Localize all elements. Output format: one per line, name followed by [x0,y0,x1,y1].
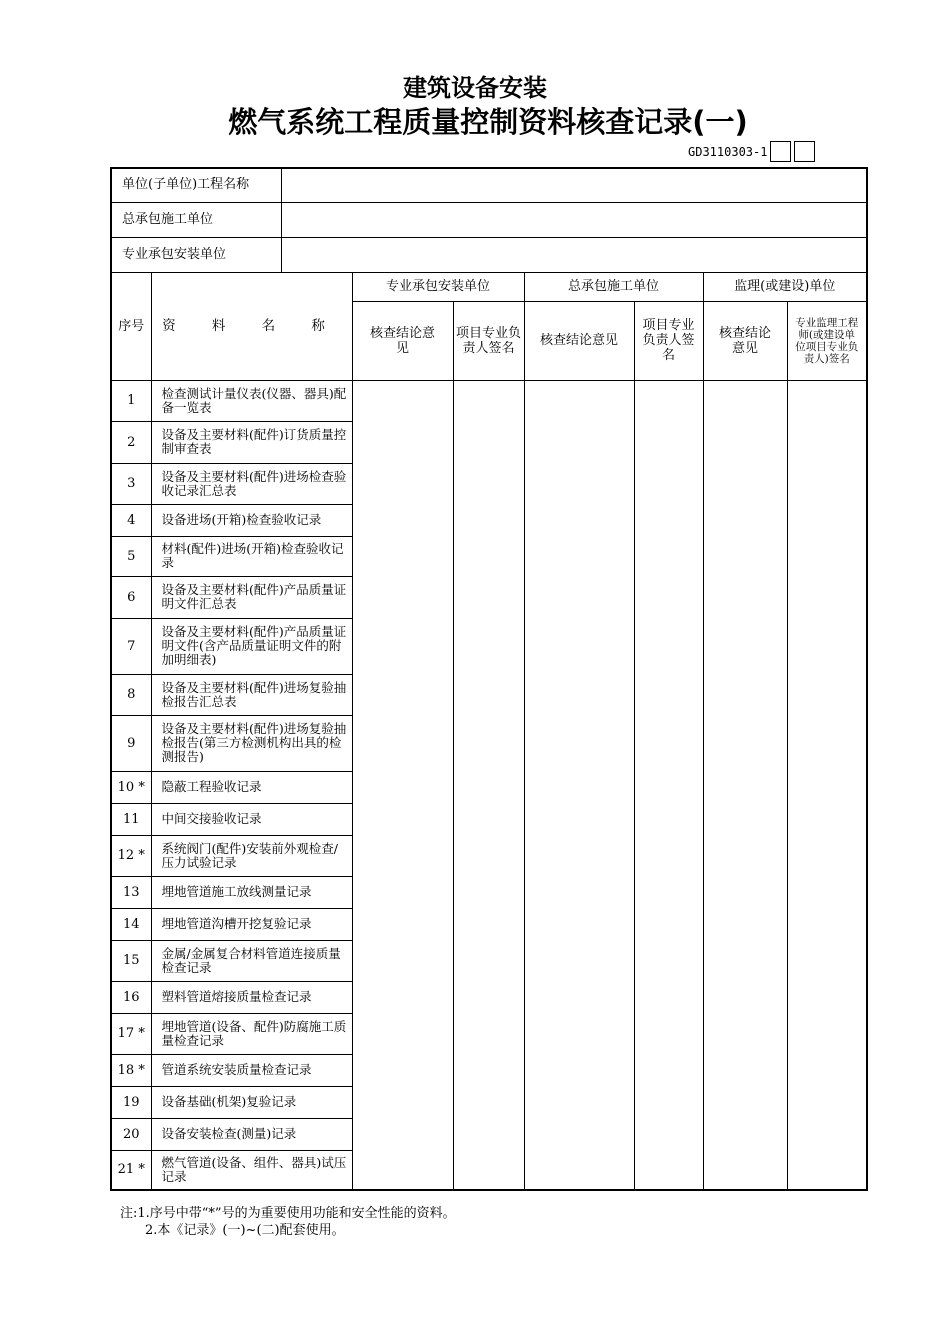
row-seq: 17 * [111,1013,151,1054]
header-group-general: 总承包施工单位 [524,272,703,301]
row-name: 埋地管道沟槽开挖复验记录 [151,908,352,940]
cell-g1-opinion[interactable] [352,380,453,1190]
header-g1-opinion: 核查结论意见 [352,301,453,380]
form-code [688,141,815,162]
row-seq: 9 [111,715,151,771]
row-seq: 18 * [111,1054,151,1086]
info-label-specialty-contractor: 专业承包安装单位 [111,237,281,272]
row-name: 设备及主要材料(配件)进场复验抽检报告(第三方检测机构出具的检测报告) [151,715,352,771]
row-name: 金属/金属复合材料管道连接质量检查记录 [151,940,352,981]
info-label-project: 单位(子单位)工程名称 [111,168,281,202]
row-name: 设备基础(机架)复验记录 [151,1086,352,1118]
cell-g2-sign[interactable] [634,380,703,1190]
row-seq: 12 * [111,835,151,876]
row-name: 检查测试计量仪表(仪器、器具)配备一览表 [151,380,352,421]
cell-g3-sign[interactable] [787,380,867,1190]
header-seq: 序号 [111,272,151,380]
row-name: 设备及主要材料(配件)产品质量证明文件汇总表 [151,576,352,618]
row-name: 材料(配件)进场(开箱)检查验收记录 [151,536,352,576]
row-seq: 10 * [111,771,151,803]
row-seq: 8 [111,674,151,715]
row-name: 设备及主要材料(配件)订货质量控制审查表 [151,421,352,463]
row-seq: 1 [111,380,151,421]
row-seq: 15 [111,940,151,981]
row-name: 燃气管道(设备、组件、器具)试压记录 [151,1150,352,1190]
info-value-project[interactable] [281,168,867,202]
header-g2-sign: 项目专业负责人签名 [634,301,703,380]
row-seq: 4 [111,504,151,536]
row-name: 管道系统安装质量检查记录 [151,1054,352,1086]
header-group-specialty: 专业承包安装单位 [352,272,524,301]
row-seq: 7 [111,618,151,674]
row-name: 系统阀门(配件)安装前外观检查/压力试验记录 [151,835,352,876]
form-code-text: GD3110303-1 [688,144,768,159]
row-name: 隐蔽工程验收记录 [151,771,352,803]
row-name: 埋地管道施工放线测量记录 [151,876,352,908]
cell-g2-opinion[interactable] [524,380,634,1190]
page-title: 燃气系统工程质量控制资料核查记录(一) [228,105,748,139]
header-g2-opinion: 核查结论意见 [524,301,634,380]
row-seq: 21 * [111,1150,151,1190]
table-row [111,380,867,421]
row-name: 塑料管道熔接质量检查记录 [151,981,352,1013]
row-name: 设备及主要材料(配件)进场复验抽检报告汇总表 [151,674,352,715]
row-seq: 6 [111,576,151,618]
form-code-box-2[interactable] [794,141,815,162]
row-seq: 16 [111,981,151,1013]
row-name: 中间交接验收记录 [151,803,352,835]
header-g3-sign: 专业监理工程师(或建设单位项目专业负责人)签名 [787,301,867,380]
row-seq: 13 [111,876,151,908]
row-seq: 2 [111,421,151,463]
header-g1-sign: 项目专业负责人签名 [453,301,524,380]
note-2: 2.本《记录》(一)~(二)配套使用。 [145,1223,345,1238]
row-seq: 20 [111,1118,151,1150]
header-name: 资 料 名 称 [151,272,352,380]
form-code-box-1[interactable] [770,141,791,162]
row-seq: 11 [111,803,151,835]
row-name: 设备进场(开箱)检查验收记录 [151,504,352,536]
info-value-general-contractor[interactable] [281,202,867,237]
cell-g3-opinion[interactable] [703,380,787,1190]
row-seq: 14 [111,908,151,940]
row-name: 埋地管道(设备、配件)防腐施工质量检查记录 [151,1013,352,1054]
title-line1: 建筑设备安装 [403,74,547,102]
header-group-supervision: 监理(或建设)单位 [703,272,867,301]
info-label-general-contractor: 总承包施工单位 [111,202,281,237]
note-1: 注:1.序号中带“*”号的为重要使用功能和安全性能的资料。 [120,1206,456,1221]
inspection-table [110,167,868,1191]
row-seq: 3 [111,463,151,504]
row-name: 设备及主要材料(配件)产品质量证明文件(含产品质量证明文件的附加明细表) [151,618,352,674]
row-name: 设备安装检查(测量)记录 [151,1118,352,1150]
row-seq: 5 [111,536,151,576]
cell-g1-sign[interactable] [453,380,524,1190]
header-g3-opinion: 核查结论意见 [703,301,787,380]
row-seq: 19 [111,1086,151,1118]
row-name: 设备及主要材料(配件)进场检查验收记录汇总表 [151,463,352,504]
info-value-specialty-contractor[interactable] [281,237,867,272]
